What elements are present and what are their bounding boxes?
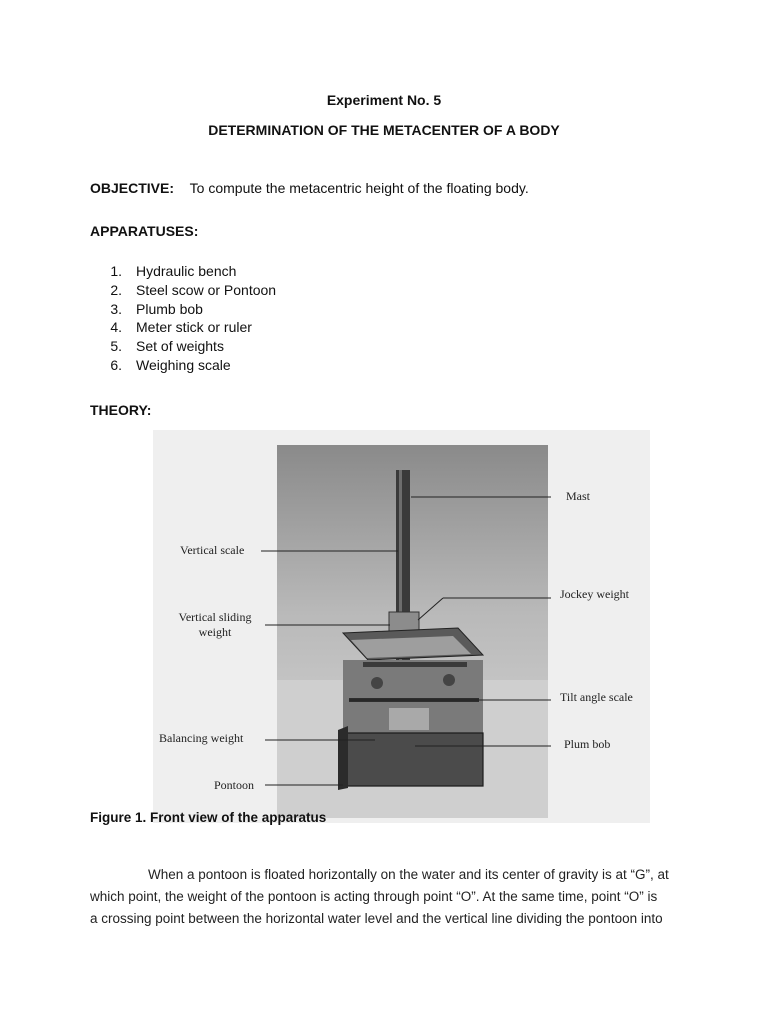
experiment-number: Experiment No. 5 [326,92,442,108]
objective-label: OBJECTIVE: [90,180,175,196]
apparatuses-heading: APPARATUSES: [90,223,199,239]
list-item: 2. Steel scow or Pontoon [110,281,277,298]
label-jockey-weight: Jockey weight [560,587,629,601]
paragraph-line: When a pontoon is floated horizontally on the water and its center of gravity is at “G”, at [148,867,669,882]
label-vertical-scale: Vertical scale [180,543,245,557]
experiment-title: DETERMINATION OF THE METACENTER OF A BODY [208,122,560,138]
list-item: 1. Hydraulic bench [110,263,237,279]
objective-section [90,180,529,196]
list-item: 6. Weighing scale [110,356,231,373]
theory-heading: THEORY: [90,402,152,418]
label-pontoon: Pontoon [214,778,255,792]
list-item: 4. Meter stick or ruler [110,319,252,336]
apparatus-figure [153,430,650,823]
label-balancing-weight: Balancing weight [159,731,244,745]
label-vertical-sliding-weight: Vertical sliding weight [178,610,252,639]
objective-text: To compute the metacentric height of the floating body. [189,180,529,196]
label-tilt-angle-scale: Tilt angle scale [560,690,633,704]
label-mast: Mast [566,489,590,503]
apparatus-list [90,262,276,375]
list-item: 5. Set of weights [110,338,224,355]
label-plum-bob: Plum bob [564,737,611,751]
theory-paragraph [90,864,680,930]
paragraph-line: which point, the weight of the pontoon is acting through point “O”. At the same time, point “O” is [90,889,658,904]
list-item: 3. Plumb bob [110,300,203,317]
figure-caption: Figure 1. Front view of the apparatus [90,810,327,825]
paragraph-line: a crossing point between the horizontal water level and the vertical line dividing the pontoon into [90,911,663,926]
